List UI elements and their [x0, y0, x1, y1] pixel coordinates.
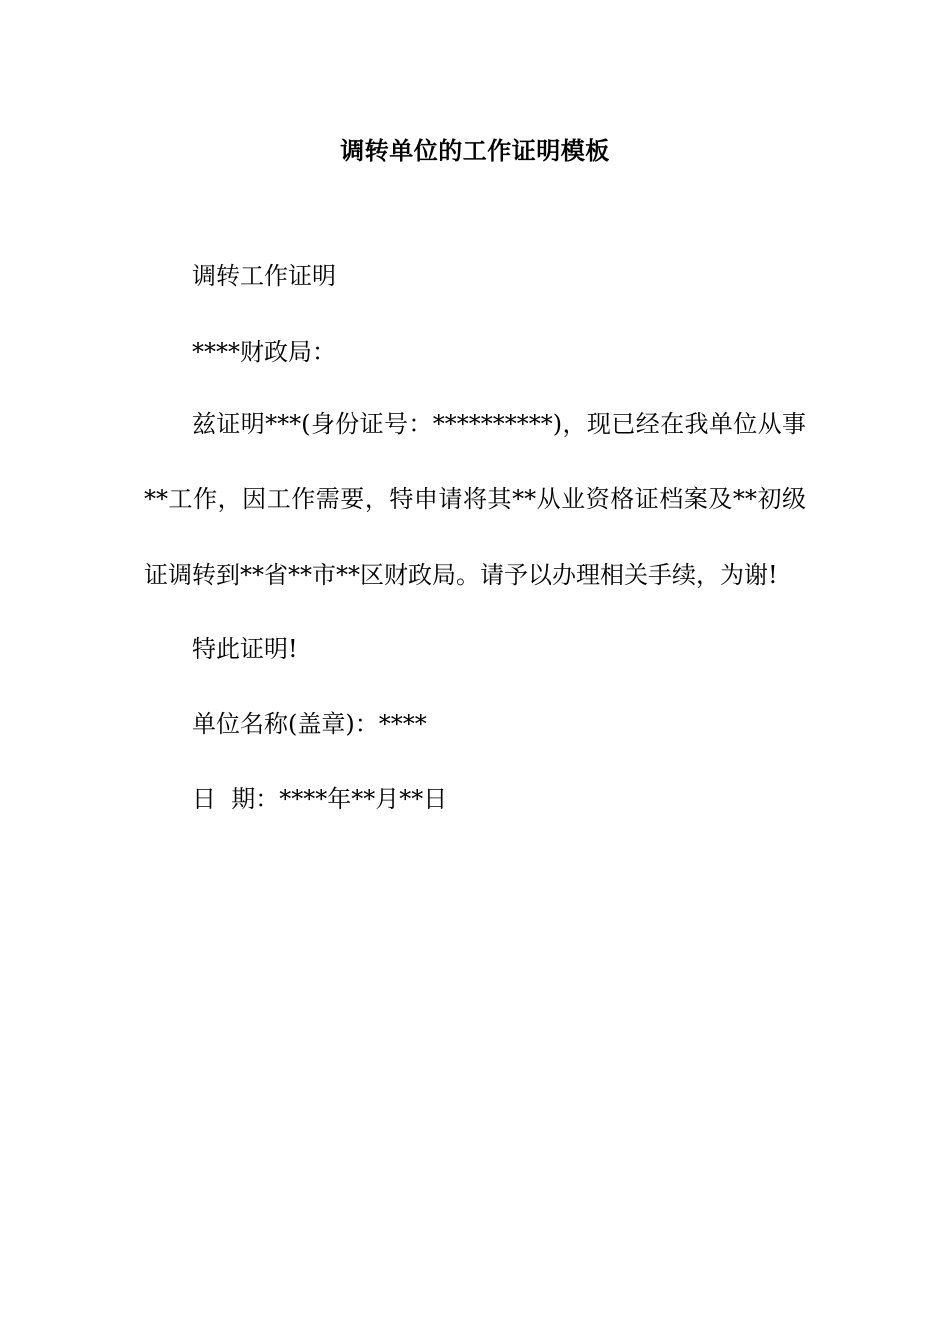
date-line: 日 期：****年**月**日	[192, 785, 448, 813]
closing-line: 特此证明!	[192, 635, 298, 663]
unit-name-line: 单位名称(盖章)：****	[192, 710, 427, 738]
body-line-1: 兹证明***(身份证号：**********)，现已经在我单位从事	[192, 410, 806, 438]
recipient-line: ****财政局：	[192, 338, 336, 366]
document-title: 调转单位的工作证明模板	[340, 136, 610, 165]
body-line-2: **工作，因工作需要，特申请将其**从业资格证档案及**初级	[144, 485, 806, 513]
certificate-heading: 调转工作证明	[192, 262, 336, 290]
body-line-3: 证调转到**省**市**区财政局。请予以办理相关手续，为谢!	[144, 561, 778, 589]
